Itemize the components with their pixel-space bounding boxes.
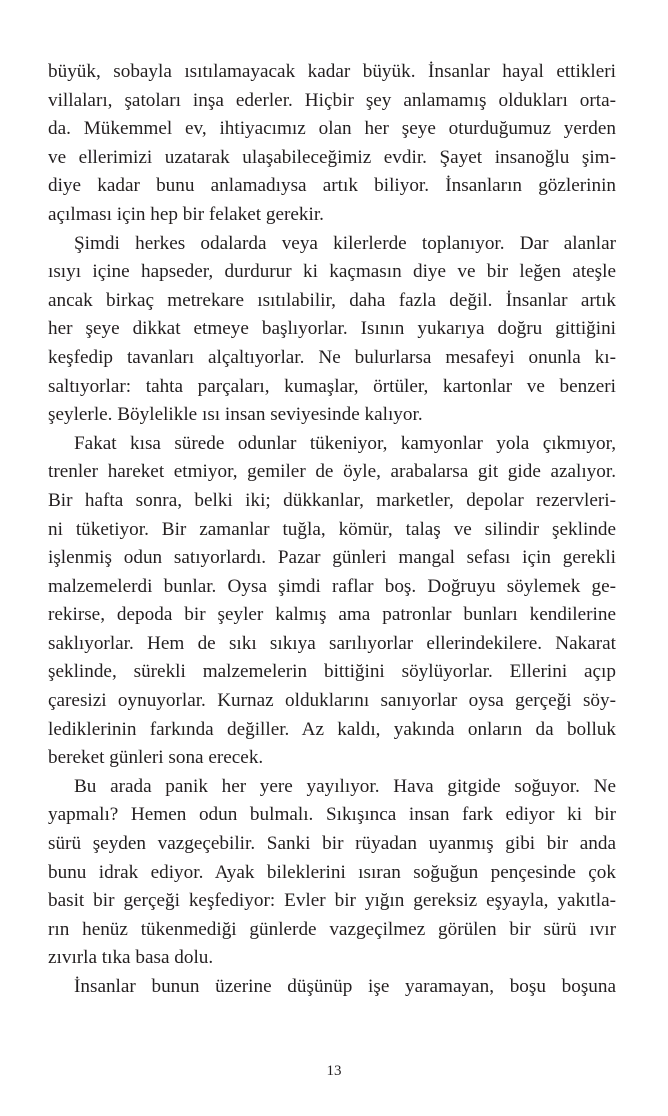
text-line: bereket günleri sona erecek. [48, 747, 264, 769]
text-line: çaresizi oynuyorlar. Kurnaz olduklarını sanıyorlar oysa gerçeği söy- [48, 690, 616, 712]
text-line: saltıyorlar: tahta parçaları, kumaşlar, örtüler, kartonlar ve benzeri [48, 375, 616, 397]
text-line: rın henüz tükenmediği günlerde vazgeçilmez görülen bir sürü ıvır [48, 918, 616, 940]
paragraph-list [48, 58, 616, 1002]
text-line: ancak birkaç metrekare ısıtılabilir, daha fazla değil. İnsanlar artık [48, 289, 616, 311]
text-line: lediklerinin farkında değiller. Az kaldı, yakında onların da bolluk [48, 718, 616, 740]
text-line: işlenmiş odun satıyorlardı. Pazar günleri mangal sefası için gerekli [48, 547, 616, 569]
text-line: yapmalı? Hemen odun bulmalı. Sıkışınca insan fark ediyor ki bir [48, 804, 616, 826]
text-line: ni tüketiyor. Bir zamanlar tuğla, kömür, talaş ve silindir şeklinde [48, 518, 616, 540]
paragraph [48, 773, 616, 973]
text-line: villaları, şatoları inşa ederler. Hiçbir şey anlamamış oldukları orta- [48, 89, 616, 111]
paragraph [48, 230, 616, 430]
text-line: basit bir gerçeği keşfediyor: Evler bir yığın gereksiz eşyayla, yakıtla- [48, 890, 616, 912]
text-line: şeklinde, sürekli malzemelerin bittiğini söylüyorlar. Ellerini açıp [48, 661, 616, 683]
text-line: ısıyı içine hapseder, durdurur ki kaçmasın diye ve bir leğen ateşle [48, 261, 616, 283]
page-number: 13 [326, 1063, 342, 1079]
text-line: şeylerle. Böylelikle ısı insan seviyesinde kalıyor. [48, 404, 423, 426]
text-line: keşfedip tavanları alçaltıyorlar. Ne bulurlarsa mesafeyi onunla kı- [48, 346, 616, 368]
text-line: sürü şeyden vazgeçebilir. Sanki bir rüyadan uyanmış gibi bir anda [48, 833, 616, 855]
text-line: zıvırla tıka basa dolu. [48, 947, 214, 969]
book-page-body [48, 58, 616, 1002]
text-line: malzemelerdi bunlar. Oysa şimdi raflar boş. Doğruyu söylemek ge- [48, 575, 616, 597]
text-line: Şimdi herkes odalarda veya kilerlerde toplanıyor. Dar alanlar [74, 232, 616, 254]
text-line: rekirse, depoda bir şeyler kalmış ama patronlar bunları kendilerine [48, 604, 616, 626]
text-line: bunu idrak ediyor. Ayak bileklerini ısıran soğuğun pençesinde çok [48, 861, 616, 883]
text-line: ve ellerimizi uzatarak ulaşabileceğimiz evdir. Şayet insanoğlu şim- [48, 146, 616, 168]
paragraph [48, 430, 616, 773]
paragraph [48, 973, 616, 1002]
text-line: İnsanlar bunun üzerine düşünüp işe yaramayan, boşu boşuna [74, 976, 616, 997]
text-line: Bu arada panik her yere yayılıyor. Hava gitgide soğuyor. Ne [74, 775, 616, 797]
text-line: açılması için hep bir felaket gerekir. [48, 203, 324, 225]
text-line: her şeye dikkat etmeye başlıyorlar. Isının yukarıya doğru gittiğini [48, 318, 616, 340]
paragraph [48, 58, 616, 230]
text-line: saklıyorlar. Hem de sıkı sıkıya sarılıyorlar ellerindekilere. Nakarat [48, 632, 616, 654]
text-line: diye kadar bunu anlamadıysa artık biliyor. İnsanların gözlerinin [48, 175, 616, 197]
text-line: Fakat kısa sürede odunlar tükeniyor, kamyonlar yola çıkmıyor, [74, 432, 616, 454]
text-line: da. Mükemmel ev, ihtiyacımız olan her şeye oturduğumuz yerden [48, 118, 616, 140]
text-line: Bir hafta sonra, belki iki; dükkanlar, marketler, depolar rezervleri- [48, 489, 616, 511]
text-line: büyük, sobayla ısıtılamayacak kadar büyük. İnsanlar hayal ettikleri [48, 61, 616, 82]
text-line: trenler hareket etmiyor, gemiler de öyle, arabalarsa git gide azalıyor. [48, 461, 616, 483]
